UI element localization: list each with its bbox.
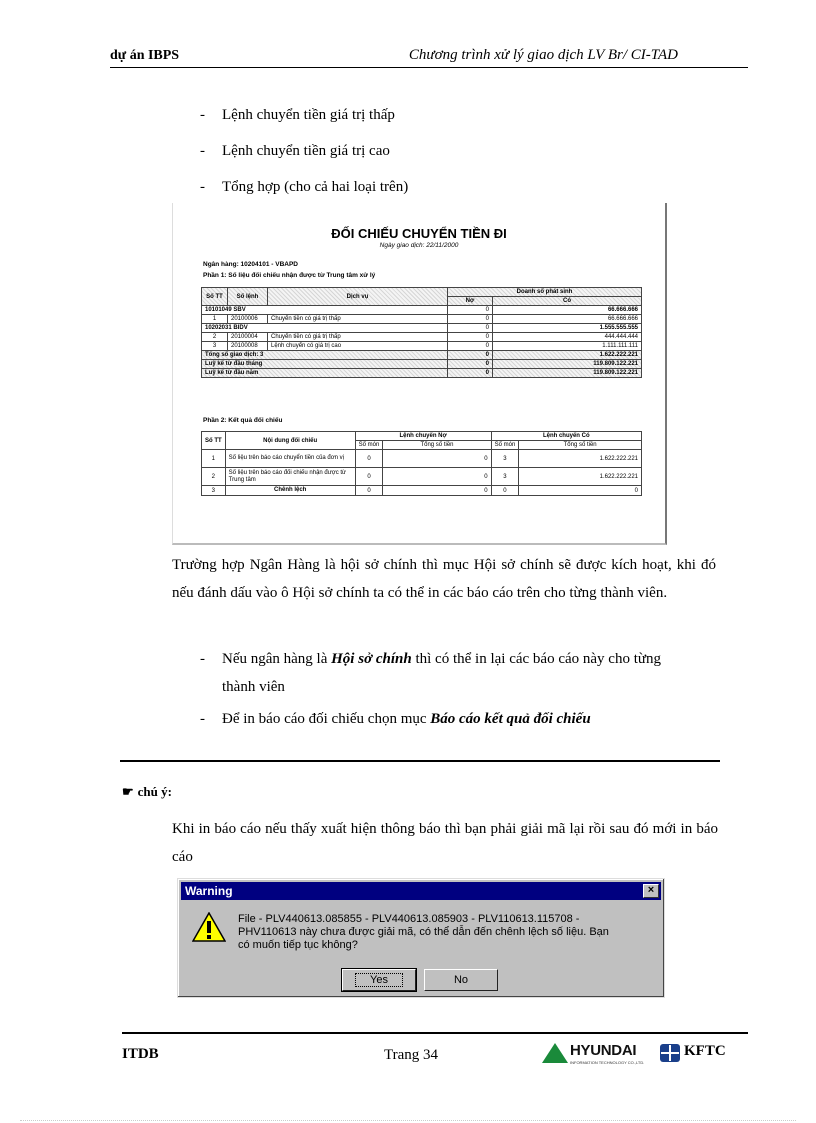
table-row: 10202031 BIDV 0 1.555.555.555	[202, 324, 642, 333]
report-part2-title: Phần 2: Kết quả đối chiếu	[203, 417, 283, 424]
report-part1-title: Phần 1: Số liệu đối chiếu nhận được từ Trung tâm xử lý	[203, 272, 376, 279]
kftc-mark-icon	[660, 1044, 680, 1062]
close-icon[interactable]: ×	[643, 884, 659, 898]
table-row: 10101049 SBV 0 66.666.666	[202, 306, 642, 315]
reconciliation-table: Số TT Số lệnh Dịch vụ Doanh số phát sinh Nợ Có 10101049 SBV 0 66.666.666 1 20100006 Chuyển tiền có giá trị thấp 0 66.666.666 10202031 BIDV 0 1.555.555.555 2 20100004 Chuyển tiền có giá trị thấp 0 444.444.444 3 20100008 Lệnh chuyển có giá trị cao 0 1.111.111.111 Tổng số giao dịch: 3 0 1.622.222.221 Luỹ kế từ đầu tháng 0 119.809.122.221 Luỹ kế từ đầu năm 0 119.809.122.221	[201, 287, 642, 378]
report-bank-line: Ngân hàng: 10204101 - VBAPD	[203, 261, 299, 268]
table-row: 1 20100006 Chuyển tiền có giá trị thấp 0 66.666.666	[202, 315, 642, 324]
pointing-hand-icon: ☛	[122, 784, 134, 799]
result-table: Số TT Nội dung đối chiếu Lệnh chuyển Nợ Lệnh chuyển Có Số món Tổng số tiền Số món Tổng số tiền 1 Số liệu trên báo cáo chuyển tiền của đơn vị 0 0 3 1.622.222.221 2 Số liệu trên báo cáo đối chiếu nhận được từ Trung tâm 0 0 3 1.622.222.221 3 Chênh lệch 0 0 0 0	[201, 431, 642, 496]
page-header	[110, 46, 748, 68]
table-row: 2 20100004 Chuyển tiền có giá trị thấp 0 444.444.444	[202, 333, 642, 342]
paragraph-hoi-so: Trường hợp Ngân Hàng là hội sở chính thì mục Hội sở chính sẽ được kích hoạt, khi đó nếu đánh dấu vào ô Hội sở chính ta có thể in các báo cáo trên cho từng thành viên.	[172, 557, 716, 601]
section-divider	[120, 760, 720, 762]
project-name: dự án IBPS	[110, 48, 180, 63]
dialog-message: File - PLV440613.085855 - PLV440613.085903 - PLV110613.115708 - PHV110613 này chưa được giải mã, có thể dẫn đến chênh lệch số liệu. Bạn có muốn tiếp tục không?	[238, 913, 609, 951]
footer-divider	[122, 1032, 748, 1034]
page-edge	[20, 1120, 796, 1121]
triangle-icon	[542, 1043, 568, 1063]
hyundai-logo: HYUNDAI INFORMATION TECHNOLOGY CO.,LTD.	[542, 1041, 654, 1067]
dialog-title: Warning	[185, 884, 233, 898]
program-title: Chương trình xử lý giao dịch LV Br/ CI-TAD	[408, 47, 678, 63]
report-title: ĐỐI CHIẾU CHUYỂN TIỀN ĐI	[331, 226, 507, 241]
note-text: Khi in báo cáo nếu thấy xuất hiện thông báo thì bạn phải giải mã lại rồi sau đó mới in báo cáo	[172, 821, 718, 865]
warning-icon	[192, 912, 226, 942]
total-row: Tổng số giao dịch: 3 0 1.622.222.221	[202, 351, 642, 360]
footer-org: ITDB	[122, 1046, 159, 1062]
note-heading: ☛ chú ý:	[122, 784, 172, 799]
table-row: 3 20100008 Lệnh chuyển có giá trị cao 0 1.111.111.111	[202, 342, 642, 351]
total-row: Luỹ kế từ đầu tháng 0 119.809.122.221	[202, 360, 642, 369]
no-button[interactable]: No	[424, 969, 498, 991]
dialog-titlebar	[181, 882, 661, 900]
table-row: 1 Số liệu trên báo cáo chuyển tiền của đơn vị 0 0 3 1.622.222.221	[202, 450, 642, 468]
warning-dialog	[177, 878, 665, 998]
report-screenshot	[172, 203, 667, 545]
report-date: Ngày giao dịch: 22/11/2000	[379, 242, 459, 249]
total-row: Luỹ kế từ đầu năm 0 119.809.122.221	[202, 369, 642, 378]
table-row: 2 Số liệu trên báo cáo đối chiếu nhận được từ Trung tâm 0 0 3 1.622.222.221	[202, 468, 642, 486]
yes-button[interactable]: Yes	[342, 969, 416, 991]
page-number: Trang 34	[384, 1047, 439, 1063]
table-row: 3 Chênh lệch 0 0 0 0	[202, 486, 642, 496]
